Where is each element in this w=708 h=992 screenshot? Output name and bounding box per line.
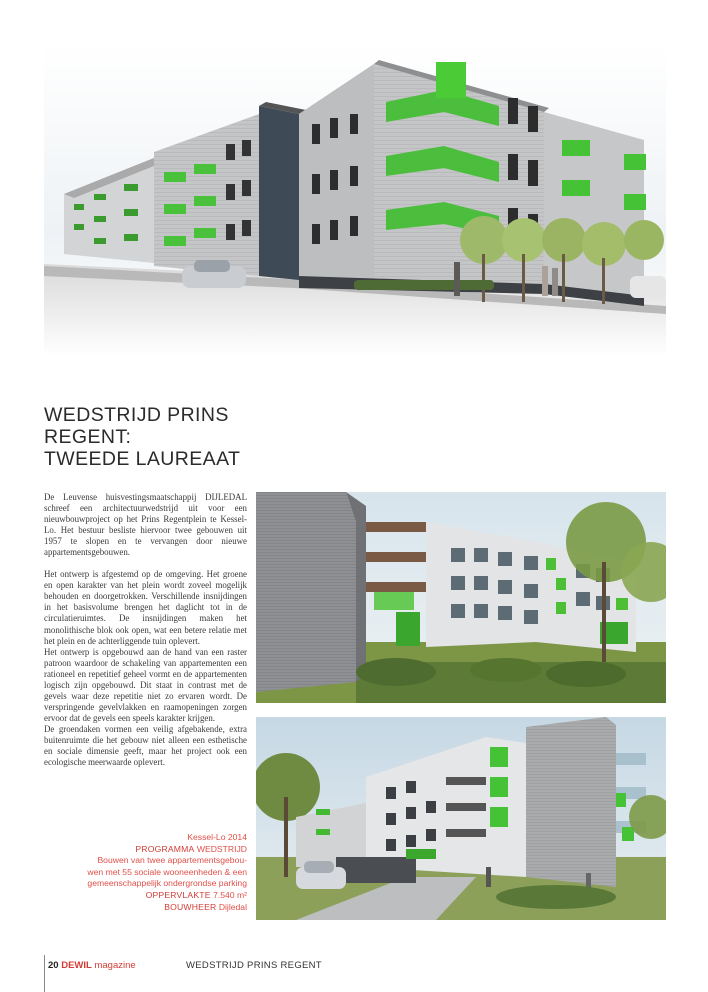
courtyard-render-image	[256, 492, 666, 703]
footer-divider	[44, 955, 45, 992]
magazine-brand: DEWIL	[61, 960, 92, 971]
title-line: WEDSTRIJD PRINS	[44, 404, 229, 426]
credits-value: Dijledal	[218, 901, 247, 912]
body-paragraph: De Leuvense huisvestingsmaatschappij DIJLEDAL schreef een architectuurwedstrijd uit voor een nieuwbouwproject op het Prins Regentplein te Kessel-Lo. Het bestuur besliste hiervoor twee gebouwen uit 1957 te slopen en te vervangen door nieuwe appartementsgebouwen.	[44, 492, 247, 558]
credits-location: Kessel-Lo 2014	[187, 832, 247, 842]
parking-entrance-render-image	[256, 717, 666, 920]
credits-label: OPPERVLAKTE	[145, 889, 211, 900]
credits-description-line: gemeenschappelijk ondergrondse parking	[87, 878, 247, 889]
credits-oppervlakte	[44, 890, 247, 902]
article-body	[44, 492, 247, 768]
credits-description-line: wen met 55 sociale wooneenheden & een	[87, 866, 247, 877]
credits-value: WEDSTRIJD	[196, 843, 247, 854]
credits-programma	[44, 844, 247, 856]
page-footer	[48, 960, 136, 971]
footer-section-title: WEDSTRIJD PRINS REGENT	[186, 960, 322, 971]
body-paragraph: De groendaken vormen een veilig afgebakende, extra buitenruimte die het gebouw niet alleen een esthetische en sociale dimensie geeft, maar het project ook een ecologische meerwaarde oplevert.	[44, 723, 247, 768]
credits-label: PROGRAMMA	[135, 843, 195, 854]
title-line: REGENT:	[44, 426, 132, 448]
title-line: TWEEDE LAUREAAT	[44, 448, 241, 470]
hero-render-image	[44, 44, 666, 356]
project-credits	[44, 832, 247, 913]
credits-value: 7.540 m²	[213, 889, 247, 900]
article-title	[44, 404, 274, 470]
body-paragraph: Het ontwerp is afgestemd op de omgeving. Het groene en open karakter van het plein wordt zoveel mogelijk behouden en doorgetrokken. Verschillende insnijdingen in het basisvolume brengen het daglicht tot in de circulatieruimtes. De insnijdingen maken het monolithische blok ook open, wat een betere relatie met het plein en de achterliggende tuin oplevert.	[44, 569, 247, 646]
body-paragraph: Het ontwerp is opgebouwd aan de hand van een raster patroon waardoor de schakeling van appartementen een rationeel en repetitief geheel vormt en de appartementen logisch zijn opgebouwd. Dit staat in contrast met de gevels waar deze repetitie niet zo ervaren wordt. De verspringende gevelvlakken en raamopeningen zorgen ervoor dat de gevels een speels karakter krijgen.	[44, 646, 247, 723]
credits-label: BOUWHEER	[164, 901, 217, 912]
magazine-word: magazine	[94, 960, 136, 971]
page-number: 20	[48, 960, 59, 971]
credits-description-line: Bouwen van twee appartementsgebou-	[97, 855, 247, 866]
credits-bouwheer	[44, 902, 247, 914]
